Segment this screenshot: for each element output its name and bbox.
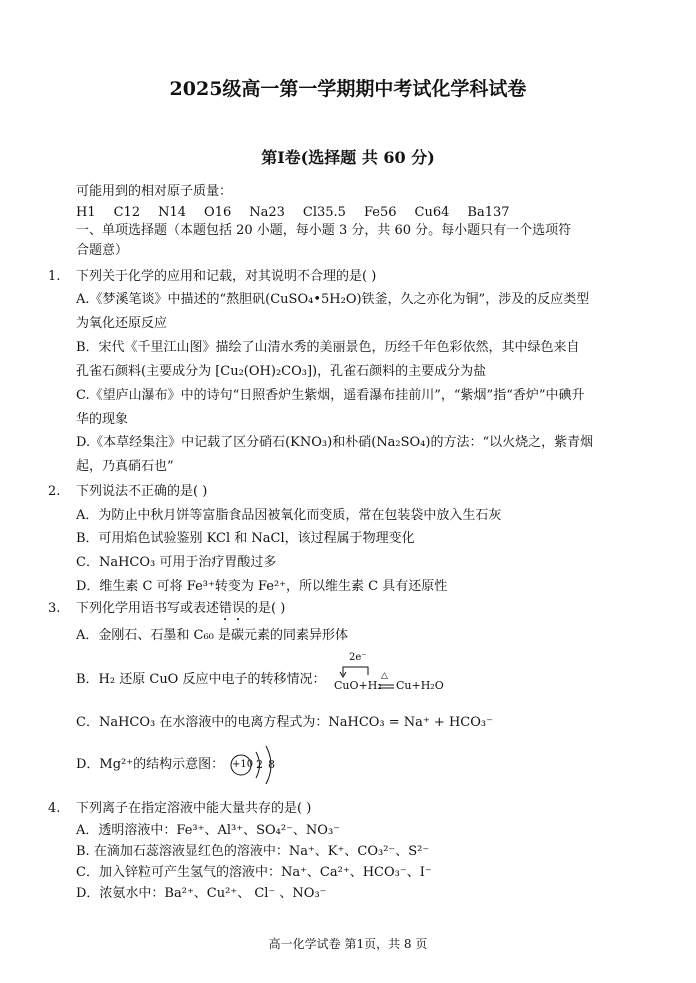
atomic-mass-item: Cu64: [414, 205, 450, 220]
atomic-mass-list: [76, 204, 528, 222]
option-text: D．浓氨水中：Ba²⁺、Cu²⁺、 Cl⁻ 、NO₃⁻: [76, 886, 327, 901]
option-text: B．H₂ 还原 CuO 反应中电子的转移情况：: [76, 672, 326, 687]
option-text: B. 在滴加石蕊溶液显红色的溶液中：Na⁺、K⁺、CO₃²⁻、S²⁻: [76, 844, 430, 859]
products-text: Cu+H₂O: [396, 679, 444, 692]
electrons-label: 2e⁻: [349, 652, 367, 663]
atomic-mass-item: Na23: [249, 205, 285, 220]
option-text: B．宋代《千里江山图》描绘了山清水秀的美丽景色，历经千年色彩依然，其中绿色来自: [76, 340, 580, 355]
atomic-mass-item: C12: [113, 205, 141, 220]
exam-title: 2025级高一第一学期期中考试化学科试卷: [169, 78, 527, 100]
option-text: 华的现象: [76, 412, 129, 427]
question-stem: 下列关于化学的应用和记载，对其说明不合理的是( ): [76, 269, 377, 284]
instructions-line-1: 一、单项选择题（本题包括 20 小题，每小题 3 分，共 60 分。每小题只有一个选项符: [76, 223, 572, 238]
question-number: 4.: [48, 801, 61, 816]
option-text: 孔雀石颜料(主要成分为 [Cu₂(OH)₂CO₃])，孔雀石颜料的主要成分为盐: [76, 364, 487, 379]
atomic-mass-item: H1: [76, 205, 96, 220]
option-text: C.《望庐山瀑布》中的诗句“日照香炉生紫烟，遥看瀑布挂前川”，“紫烟”指“香炉”中碘升: [76, 388, 585, 403]
heat-symbol: △: [381, 671, 388, 681]
instructions-line-2: 合题意）: [76, 243, 129, 258]
option-text: C．NaHCO₃ 可用于治疗胃酸过多: [76, 555, 277, 570]
question-number: 3.: [48, 601, 61, 616]
ion-structure-diagram: [228, 742, 288, 790]
page-footer: 高一化学试卷 第1页，共 8 页: [268, 937, 428, 951]
atomic-mass-item: Cl35.5: [302, 205, 346, 220]
option-text: A．为防止中秋月饼等富脂食品因被氧化而变质，常在包装袋中放入生石灰: [76, 508, 502, 523]
atomic-mass-item: O16: [204, 205, 232, 220]
shell-electrons: 8: [268, 758, 275, 771]
option-text: A．透明溶液中：Fe³⁺、Al³⁺、SO₄²⁻、NO₃⁻: [76, 823, 341, 838]
question-stem: 下列离子在指定溶液中能大量共存的是( ): [76, 801, 312, 816]
reactants-text: CuO+H₂: [334, 679, 382, 692]
option-text: C．NaHCO₃ 在水溶液中的电离方程式为：NaHCO₃ = Na⁺ + HCO₃⁻: [76, 715, 493, 730]
atomic-mass-label: 可能用到的相对原子质量：: [76, 184, 233, 199]
question-number: 1.: [48, 269, 61, 284]
atomic-mass-item: N14: [158, 205, 187, 220]
option-text: D．维生素 C 可将 Fe³⁺转变为 Fe²⁺，所以维生素 C 具有还原性: [76, 579, 448, 594]
option-text: D．Mg²⁺的结构示意图：: [76, 757, 225, 772]
option-text: D.《本草经集注》中记载了区分硝石(KNO₃)和朴硝(Na₂SO₄)的方法：“以火烧之，紫青烟: [76, 435, 594, 450]
atomic-mass-item: Ba137: [467, 205, 510, 220]
shell-electrons: 2: [256, 758, 263, 771]
question-stem: 下列化学用语书写或表述错误的是( ): [76, 601, 286, 616]
atomic-mass-item: Fe56: [363, 205, 397, 220]
option-text: A.《梦溪笔谈》中描述的“熬胆矾(CuSO₄•5H₂O)铁釜，久之亦化为铜”，涉及的反应类型: [76, 292, 590, 307]
emphasis-text: 错误: [219, 601, 246, 616]
option-text: 起，乃真硝石也”: [76, 459, 174, 474]
option-text: A．金刚石、石墨和 C₆₀ 是碳元素的同素异形体: [76, 628, 349, 643]
section-heading: 第Ⅰ卷(选择题 共 60 分): [261, 148, 435, 167]
nucleus-charge: +10: [232, 759, 254, 770]
electron-transfer-diagram: [334, 652, 454, 698]
question-stem: 下列说法不正确的是( ): [76, 484, 208, 499]
option-text: 为氧化还原反应: [76, 316, 168, 331]
option-text: C．加入锌粒可产生氢气的溶液中：Na⁺、Ca²⁺、HCO₃⁻、I⁻: [76, 865, 432, 880]
option-text: B．可用焰色试验鉴别 KCl 和 NaCl，该过程属于物理变化: [76, 531, 415, 546]
question-number: 2.: [48, 484, 61, 499]
